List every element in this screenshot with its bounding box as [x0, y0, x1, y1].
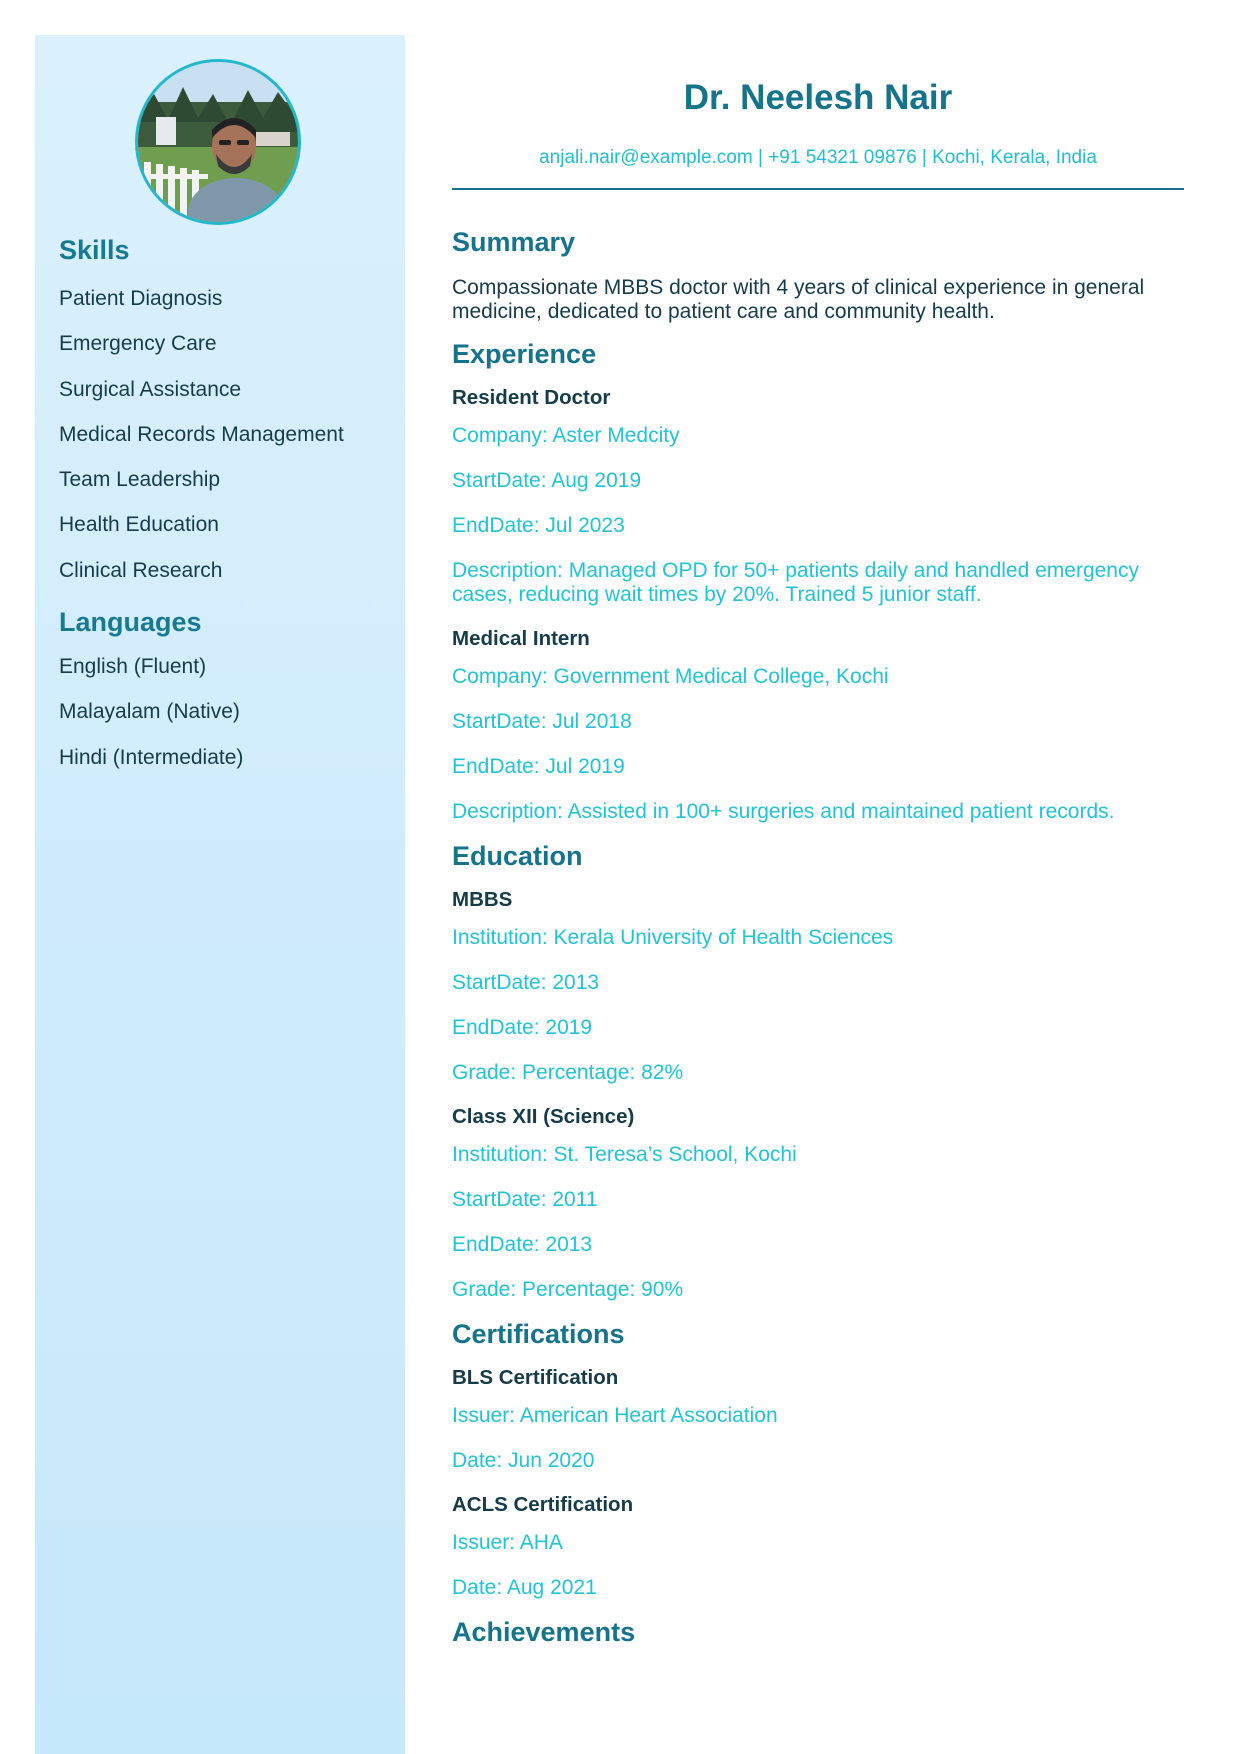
- profile-photo: [135, 59, 301, 225]
- degree-title: Class XII (Science): [452, 1105, 635, 1128]
- certification-entry: [452, 1358, 1184, 1473]
- language-item: Hindi (Intermediate): [59, 745, 244, 769]
- languages-section: [59, 600, 389, 780]
- skill-item: Patient Diagnosis: [59, 287, 223, 310]
- experience-section: [452, 334, 1184, 824]
- education-end-date: EndDate: 2013: [452, 1233, 593, 1256]
- job-title: Resident Doctor: [452, 386, 611, 409]
- institution: Institution: Kerala University of Health Sciences: [452, 926, 894, 949]
- sidebar: [35, 35, 405, 1754]
- languages-heading: Languages: [59, 607, 202, 637]
- education-start-date: StartDate: 2011: [452, 1188, 598, 1211]
- job-start-date: StartDate: Jul 2018: [452, 710, 632, 733]
- skills-heading: Skills: [59, 235, 130, 265]
- experience-entry: [452, 619, 1184, 824]
- job-company: Company: Government Medical College, Kochi: [452, 665, 889, 688]
- certification-name: BLS Certification: [452, 1366, 619, 1389]
- education-grade: Grade: Percentage: 90%: [452, 1278, 684, 1301]
- institution: Institution: St. Teresa’s School, Kochi: [452, 1143, 797, 1166]
- certification-name: ACLS Certification: [452, 1493, 634, 1516]
- job-end-date: EndDate: Jul 2019: [452, 755, 625, 778]
- languages-list: [59, 644, 389, 780]
- certification-date: Date: Jun 2020: [452, 1449, 595, 1472]
- candidate-name: Dr. Neelesh Nair: [683, 78, 953, 117]
- education-end-date: EndDate: 2019: [452, 1016, 593, 1039]
- certification-entry: [452, 1485, 1184, 1600]
- education-heading: Education: [452, 841, 583, 871]
- job-end-date: EndDate: Jul 2023: [452, 514, 625, 537]
- skill-item: Emergency Care: [59, 332, 217, 356]
- education-grade: Grade: Percentage: 82%: [452, 1061, 684, 1084]
- job-title: Medical Intern: [452, 627, 590, 650]
- certifications-heading: Certifications: [452, 1319, 625, 1349]
- skill-item: Surgical Assistance: [59, 377, 242, 401]
- education-entry: [452, 880, 1184, 1085]
- skills-list: [59, 276, 389, 593]
- job-start-date: StartDate: Aug 2019: [452, 469, 642, 492]
- skill-item: Medical Records Management: [59, 422, 344, 446]
- job-description: Description: Managed OPD for 50+ patients daily and handled emergency cases, reducing wait times by 20%. Trained 5 junior staff.: [452, 559, 1139, 606]
- degree-title: MBBS: [452, 888, 513, 911]
- header-divider: [452, 188, 1184, 190]
- education-start-date: StartDate: 2013: [452, 971, 600, 994]
- skill-item: Team Leadership: [59, 468, 221, 492]
- certification-issuer: Issuer: American Heart Association: [452, 1404, 778, 1427]
- job-description: Description: Assisted in 100+ surgeries and maintained patient records.: [452, 800, 1115, 823]
- job-company: Company: Aster Medcity: [452, 424, 680, 447]
- education-entry: [452, 1097, 1184, 1302]
- achievements-heading: Achievements: [452, 1617, 636, 1647]
- achievements-section: [452, 1612, 1184, 1652]
- certifications-section: [452, 1314, 1184, 1600]
- summary-text: Compassionate MBBS doctor with 4 years of clinical experience in general medicine, dedicated to patient care and community health.: [452, 276, 1145, 323]
- language-item: English (Fluent): [59, 655, 207, 678]
- certification-date: Date: Aug 2021: [452, 1576, 597, 1599]
- experience-entry: [452, 378, 1184, 607]
- language-item: Malayalam (Native): [59, 700, 240, 724]
- certification-issuer: Issuer: AHA: [452, 1531, 563, 1554]
- experience-heading: Experience: [452, 339, 597, 369]
- education-section: [452, 836, 1184, 1302]
- contact-line: anjali.nair@example.com | +91 54321 09876 | Kochi, Kerala, India: [539, 147, 1097, 168]
- summary-section: [452, 222, 1184, 324]
- skill-item: Clinical Research: [59, 558, 223, 582]
- skill-item: Health Education: [59, 513, 219, 537]
- skills-section: [59, 228, 389, 593]
- profile-photo-image: [138, 62, 298, 222]
- summary-heading: Summary: [452, 227, 576, 257]
